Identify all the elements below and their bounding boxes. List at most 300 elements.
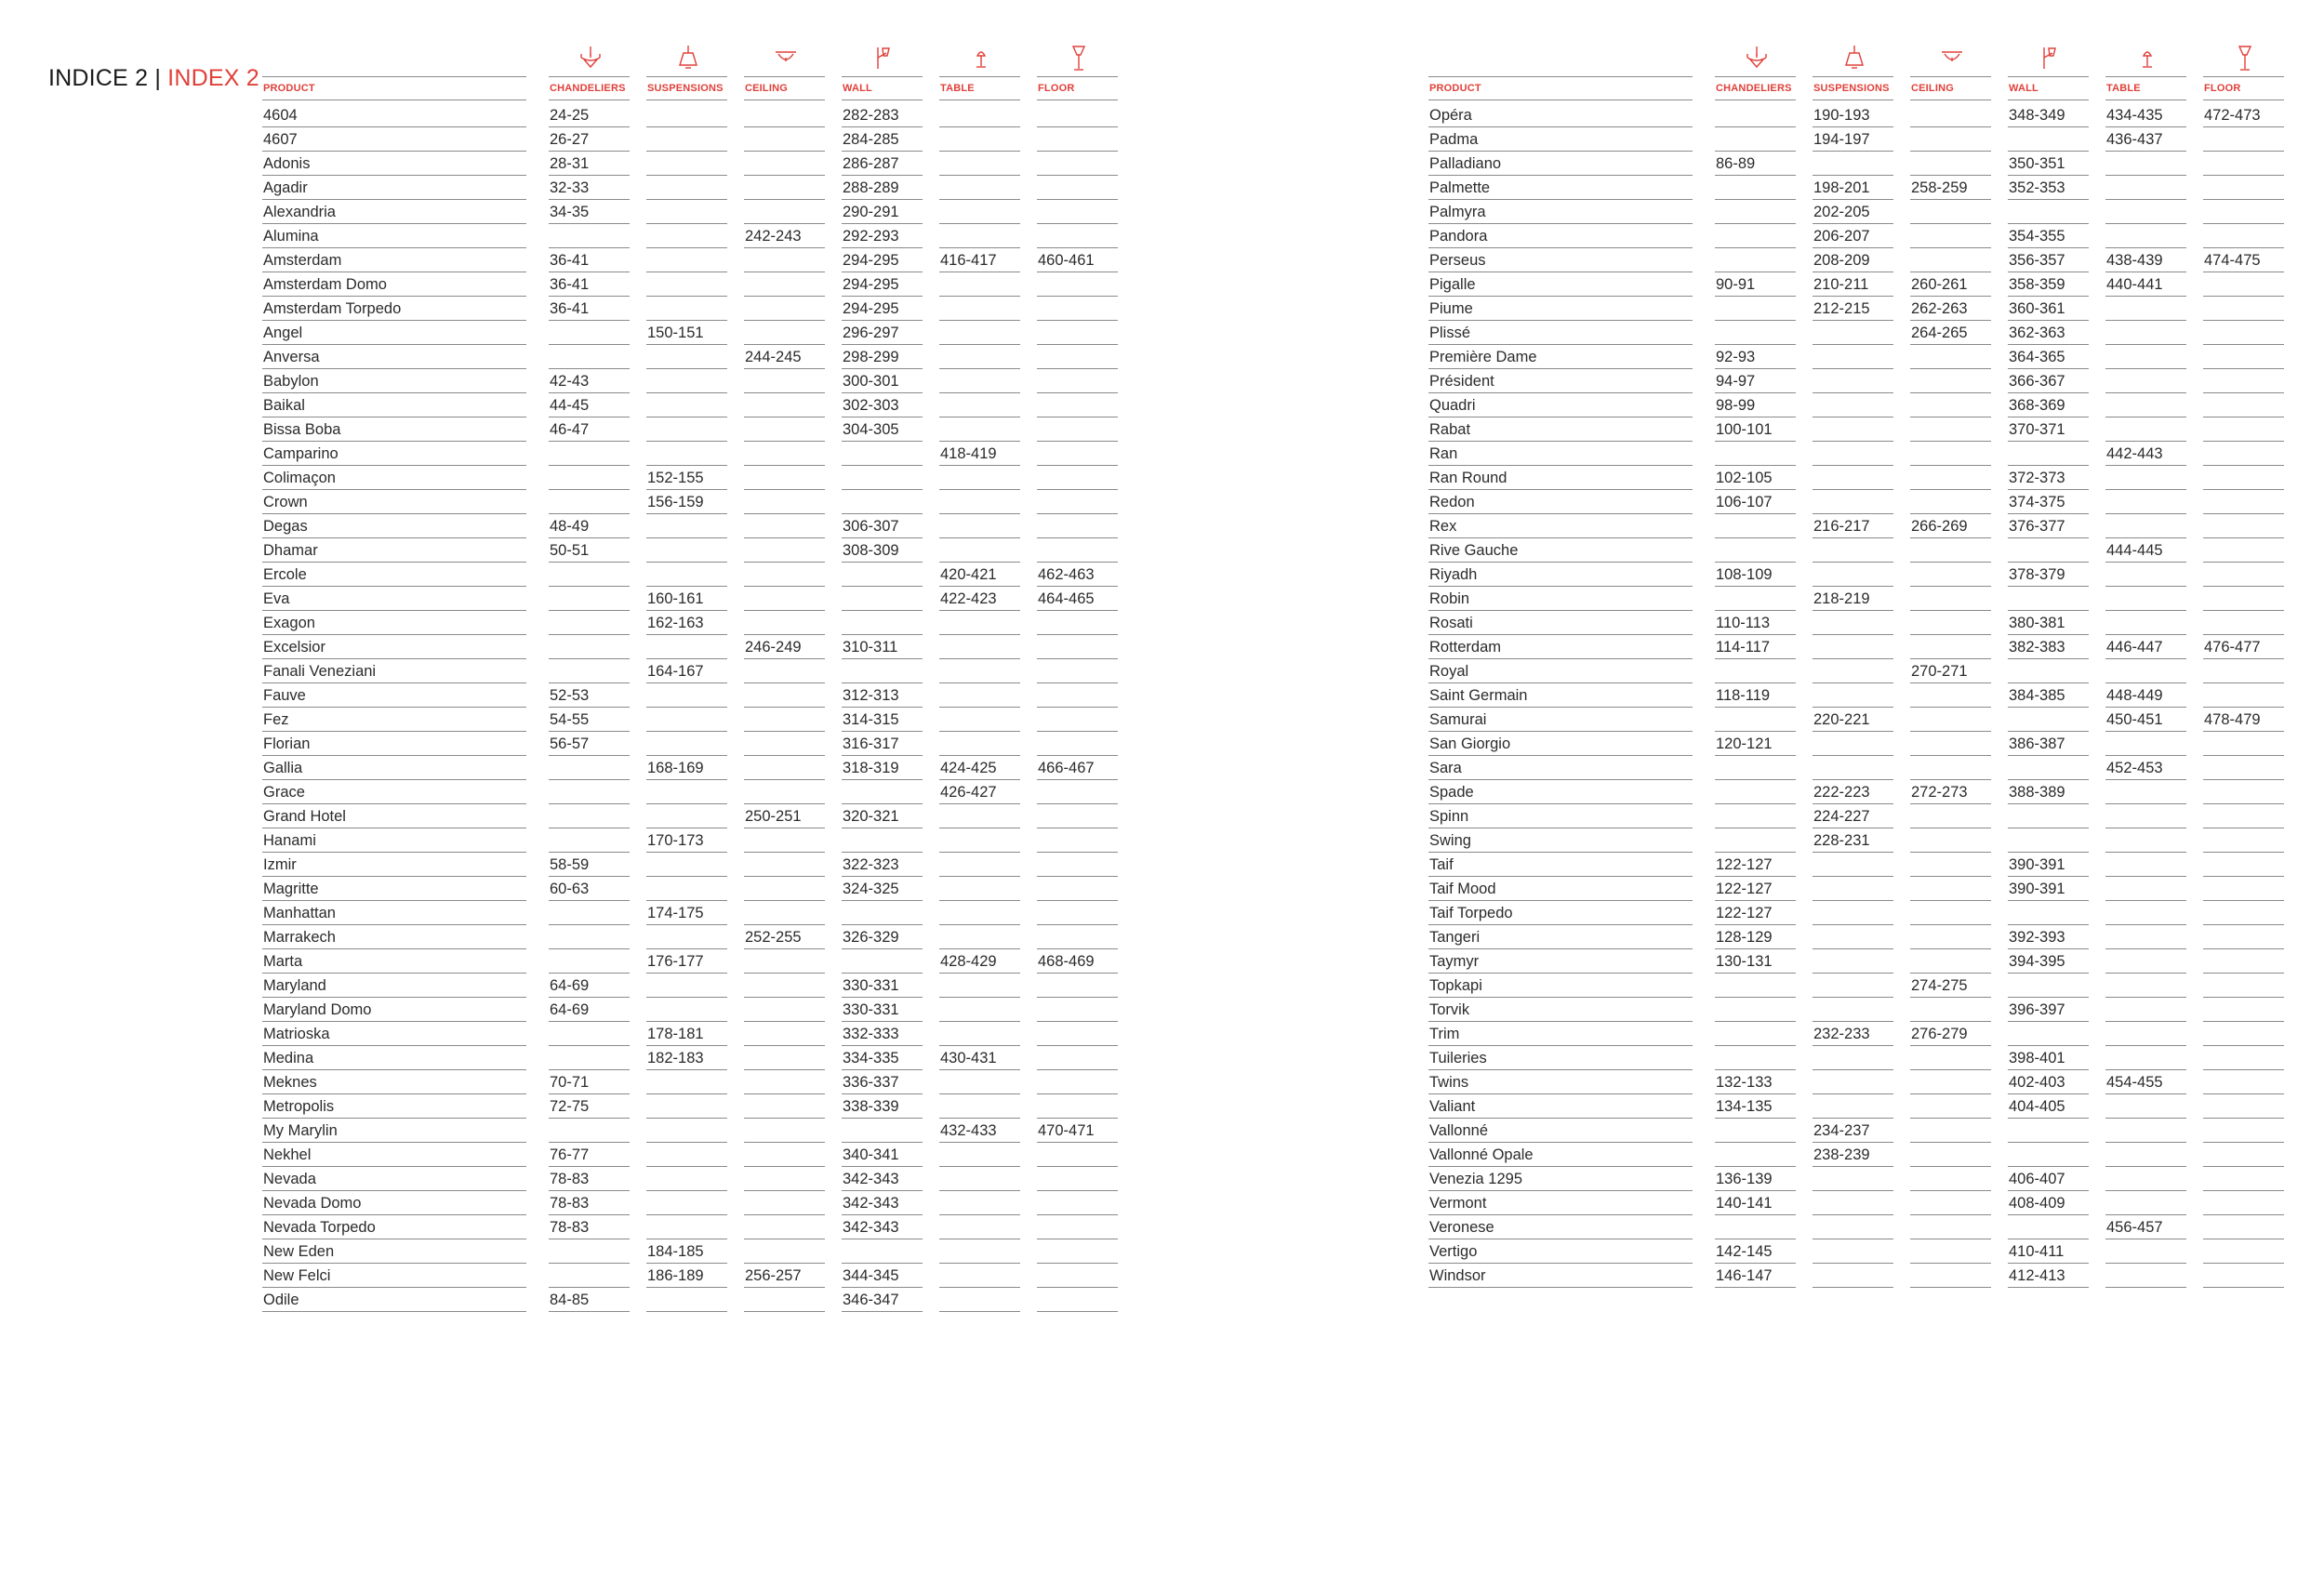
page-range-suspensions [646,393,727,417]
page-range-wall [2008,587,2089,611]
page-range-suspensions [646,732,727,756]
page-range-chandeliers: 110-113 [1715,611,1796,635]
page-range-table: 440-441 [2105,272,2186,297]
page-range-floor [2203,683,2284,708]
page-range-floor [1037,393,1118,417]
page-range-floor [2203,1094,2284,1119]
product-name: Ran [1428,442,1693,466]
page-range-floor [1037,998,1118,1022]
product-name: Alexandria [262,200,526,224]
page-range-suspensions: 174-175 [646,901,727,925]
product-name: Odile [262,1288,526,1312]
page-range-ceiling [1910,635,1991,659]
page-range-ceiling [744,248,825,272]
page-range-chandeliers: 106-107 [1715,490,1796,514]
page-range-table [939,297,1020,321]
page-range-table [939,176,1020,200]
page-range-suspensions [1813,974,1893,998]
page-range-floor [1037,127,1118,152]
page-range-floor [1037,442,1118,466]
page-range-wall: 358-359 [2008,272,2089,297]
page-range-ceiling [1910,538,1991,563]
page-range-chandeliers [1715,442,1796,466]
page-range-chandeliers [1715,127,1796,152]
page-range-ceiling [744,514,825,538]
page-range-ceiling [1910,1119,1991,1143]
page-range-chandeliers: 142-145 [1715,1239,1796,1264]
page-range-floor [1037,901,1118,925]
page-range-table [2105,611,2186,635]
page-range-floor [1037,369,1118,393]
page-range-suspensions [646,224,727,248]
page-range-table: 428-429 [939,949,1020,974]
page-range-suspensions [1813,1215,1893,1239]
product-name: Angel [262,321,526,345]
page-range-table [939,611,1020,635]
header-suspensions: SUSPENSIONS [1813,76,1893,100]
page-range-table [939,635,1020,659]
page-range-ceiling [1910,152,1991,176]
page-range-floor [2203,490,2284,514]
product-name: Nevada Torpedo [262,1215,526,1239]
product-name: Riyadh [1428,563,1693,587]
product-name: Nekhel [262,1143,526,1167]
product-name: Pandora [1428,224,1693,248]
page-range-suspensions [1813,877,1893,901]
page-range-floor [1037,780,1118,804]
page-range-table: 454-455 [2105,1070,2186,1094]
page-range-wall [842,828,923,853]
page-range-suspensions [646,1215,727,1239]
page-range-suspensions [1813,442,1893,466]
page-range-suspensions: 186-189 [646,1264,727,1288]
page-range-ceiling [1910,683,1991,708]
product-name: Fez [262,708,526,732]
page-range-ceiling [744,587,825,611]
product-name: Président [1428,369,1693,393]
page-range-wall: 312-313 [842,683,923,708]
page-range-wall: 318-319 [842,756,923,780]
product-name: Veronese [1428,1215,1693,1239]
page-range-ceiling: 252-255 [744,925,825,949]
product-name: Tangeri [1428,925,1693,949]
page-range-ceiling [744,1167,825,1191]
page-range-chandeliers [1715,804,1796,828]
product-name: Vertigo [1428,1239,1693,1264]
page-range-floor [1037,853,1118,877]
page-range-floor [2203,369,2284,393]
page-range-table [2105,1264,2186,1288]
page-range-wall: 342-343 [842,1167,923,1191]
page-range-ceiling [1910,1167,1991,1191]
page-range-suspensions [1813,949,1893,974]
page-range-ceiling [744,176,825,200]
page-range-suspensions [646,1143,727,1167]
product-name: Rotterdam [1428,635,1693,659]
page-range-ceiling [744,1094,825,1119]
page-range-suspensions: 198-201 [1813,176,1893,200]
page-range-suspensions [646,369,727,393]
page-range-chandeliers: 78-83 [549,1191,630,1215]
page-range-table [2105,417,2186,442]
page-range-suspensions [646,1119,727,1143]
page-range-table [2105,974,2186,998]
page-range-floor [1037,514,1118,538]
page-range-suspensions [646,1094,727,1119]
page-title [48,65,259,92]
page-range-ceiling [744,127,825,152]
page-range-table: 450-451 [2105,708,2186,732]
product-name: Nevada Domo [262,1191,526,1215]
page-range-chandeliers: 122-127 [1715,877,1796,901]
page-range-ceiling [1910,804,1991,828]
page-range-suspensions: 164-167 [646,659,727,683]
page-range-wall: 288-289 [842,176,923,200]
page-range-chandeliers [549,490,630,514]
page-range-suspensions: 182-183 [646,1046,727,1070]
page-range-wall: 340-341 [842,1143,923,1167]
product-name: Saint Germain [1428,683,1693,708]
page-range-floor [2203,998,2284,1022]
page-range-floor [2203,563,2284,587]
wall-lamp-icon [2036,45,2064,73]
page-range-floor: 466-467 [1037,756,1118,780]
product-name: Plissé [1428,321,1693,345]
page-range-wall: 396-397 [2008,998,2089,1022]
page-range-ceiling: 256-257 [744,1264,825,1288]
page-range-suspensions: 232-233 [1813,1022,1893,1046]
page-range-floor [2203,272,2284,297]
page-range-chandeliers [549,1119,630,1143]
product-name: Maryland [262,974,526,998]
page-range-ceiling [744,538,825,563]
page-range-suspensions [1813,683,1893,708]
page-range-ceiling [744,1239,825,1264]
page-range-suspensions [646,974,727,998]
page-range-suspensions: 202-205 [1813,200,1893,224]
page-range-floor [2203,877,2284,901]
page-range-table [939,1239,1020,1264]
page-range-ceiling [744,369,825,393]
page-range-floor [2203,321,2284,345]
page-range-chandeliers: 60-63 [549,877,630,901]
page-range-ceiling [1910,853,1991,877]
page-range-wall: 398-401 [2008,1046,2089,1070]
page-range-suspensions [1813,901,1893,925]
page-range-chandeliers [1715,1022,1796,1046]
page-range-floor [2203,176,2284,200]
product-name: Taymyr [1428,949,1693,974]
page-range-wall [2008,974,2089,998]
product-name: Izmir [262,853,526,877]
page-range-wall: 300-301 [842,369,923,393]
page-range-table [939,200,1020,224]
page-range-suspensions [646,780,727,804]
page-range-suspensions [1813,1094,1893,1119]
page-range-ceiling [1910,224,1991,248]
page-range-table [2105,321,2186,345]
page-range-ceiling: 264-265 [1910,321,1991,345]
page-range-wall: 386-387 [2008,732,2089,756]
page-range-floor [1037,200,1118,224]
page-range-floor [2203,127,2284,152]
page-range-floor [2203,804,2284,828]
page-range-suspensions [646,297,727,321]
page-range-chandeliers [1715,1046,1796,1070]
page-range-chandeliers: 134-135 [1715,1094,1796,1119]
page-range-suspensions: 160-161 [646,587,727,611]
page-range-chandeliers [549,1022,630,1046]
page-range-floor [2203,200,2284,224]
page-range-table [939,1215,1020,1239]
page-range-ceiling: 246-249 [744,635,825,659]
table-lamp-icon [967,45,995,73]
page-range-wall [842,901,923,925]
page-range-table [939,732,1020,756]
product-name: Babylon [262,369,526,393]
page-range-wall: 360-361 [2008,297,2089,321]
page-range-suspensions [1813,1239,1893,1264]
page-range-ceiling: 272-273 [1910,780,1991,804]
product-name: Taif Mood [1428,877,1693,901]
page-range-ceiling: 270-271 [1910,659,1991,683]
page-range-chandeliers [549,901,630,925]
page-range-wall: 394-395 [2008,949,2089,974]
page-range-suspensions: 178-181 [646,1022,727,1046]
page-range-suspensions [646,998,727,1022]
page-range-floor [2203,1046,2284,1070]
page-range-table [939,877,1020,901]
page-range-suspensions [646,853,727,877]
page-range-table [939,466,1020,490]
page-range-floor [2203,514,2284,538]
page-range-suspensions: 224-227 [1813,804,1893,828]
page-range-suspensions: 238-239 [1813,1143,1893,1167]
page-range-wall: 332-333 [842,1022,923,1046]
page-range-wall [842,490,923,514]
product-name: Fanali Veneziani [262,659,526,683]
page-range-chandeliers [1715,224,1796,248]
page-range-wall: 378-379 [2008,563,2089,587]
page-range-chandeliers: 130-131 [1715,949,1796,974]
page-range-floor [2203,1215,2284,1239]
product-name: Rabat [1428,417,1693,442]
page-range-table [2105,369,2186,393]
page-range-ceiling [1910,901,1991,925]
page-range-floor: 478-479 [2203,708,2284,732]
page-range-chandeliers: 34-35 [549,200,630,224]
page-range-chandeliers: 26-27 [549,127,630,152]
page-range-table [2105,514,2186,538]
page-range-ceiling [1910,442,1991,466]
page-range-ceiling [744,393,825,417]
page-range-floor [1037,708,1118,732]
page-range-floor [2203,1119,2284,1143]
page-range-ceiling [744,272,825,297]
page-range-suspensions: 150-151 [646,321,727,345]
page-range-floor [2203,611,2284,635]
page-range-suspensions: 152-155 [646,466,727,490]
page-range-table [2105,877,2186,901]
page-range-chandeliers [1715,780,1796,804]
page-range-floor [2203,297,2284,321]
product-name: Grace [262,780,526,804]
page-range-ceiling [1910,103,1991,127]
page-range-ceiling [1910,949,1991,974]
page-range-chandeliers: 86-89 [1715,152,1796,176]
product-name: Swing [1428,828,1693,853]
header-table: TABLE [2105,76,2186,100]
product-name: New Eden [262,1239,526,1264]
page-range-table [939,1022,1020,1046]
page-range-table: 430-431 [939,1046,1020,1070]
page-range-table: 432-433 [939,1119,1020,1143]
page-range-wall: 310-311 [842,635,923,659]
page-range-ceiling [744,321,825,345]
page-range-floor [2203,1264,2284,1288]
page-range-floor [2203,925,2284,949]
page-range-table: 436-437 [2105,127,2186,152]
page-range-wall: 320-321 [842,804,923,828]
page-range-ceiling [744,974,825,998]
page-range-wall [2008,1143,2089,1167]
page-range-table [939,974,1020,998]
page-range-suspensions [1813,417,1893,442]
page-range-suspensions [1813,756,1893,780]
page-range-wall: 356-357 [2008,248,2089,272]
page-range-table [939,1288,1020,1312]
page-range-wall: 344-345 [842,1264,923,1288]
page-range-floor [2203,780,2284,804]
page-range-chandeliers [549,756,630,780]
page-range-floor [2203,587,2284,611]
header-table: TABLE [939,76,1020,100]
page-range-chandeliers: 84-85 [549,1288,630,1312]
page-range-wall [842,659,923,683]
page-range-ceiling [744,1215,825,1239]
page-range-suspensions [646,708,727,732]
product-name: Grand Hotel [262,804,526,828]
page-range-table [2105,1239,2186,1264]
page-range-ceiling: 242-243 [744,224,825,248]
page-range-chandeliers: 98-99 [1715,393,1796,417]
page-range-suspensions [1813,345,1893,369]
page-range-ceiling [744,1191,825,1215]
page-range-table [939,853,1020,877]
page-range-suspensions: 228-231 [1813,828,1893,853]
page-range-wall: 380-381 [2008,611,2089,635]
page-range-chandeliers: 78-83 [549,1215,630,1239]
page-range-floor [2203,1167,2284,1191]
page-range-ceiling [744,949,825,974]
page-range-chandeliers: 54-55 [549,708,630,732]
page-range-table [939,1167,1020,1191]
page-range-wall: 316-317 [842,732,923,756]
page-range-wall: 292-293 [842,224,923,248]
product-name: Perseus [1428,248,1693,272]
page-range-suspensions: 190-193 [1813,103,1893,127]
page-range-floor [1037,1288,1118,1312]
page-range-chandeliers [549,611,630,635]
product-name: Adonis [262,152,526,176]
product-name: Eva [262,587,526,611]
page-range-suspensions [1813,732,1893,756]
page-range-chandeliers: 46-47 [549,417,630,442]
page-range-wall [842,1119,923,1143]
page-range-wall [2008,708,2089,732]
page-range-floor [1037,1094,1118,1119]
page-range-floor [1037,345,1118,369]
page-range-wall: 294-295 [842,248,923,272]
page-range-wall: 342-343 [842,1215,923,1239]
product-name: Degas [262,514,526,538]
page-range-chandeliers: 44-45 [549,393,630,417]
page-range-suspensions [1813,853,1893,877]
page-range-chandeliers: 36-41 [549,248,630,272]
page-range-ceiling [1910,248,1991,272]
product-name: Palmyra [1428,200,1693,224]
product-name: Redon [1428,490,1693,514]
page-range-suspensions [646,925,727,949]
page-range-table [2105,490,2186,514]
page-range-floor [2203,659,2284,683]
page-range-wall [2008,1022,2089,1046]
page-range-wall: 390-391 [2008,877,2089,901]
page-range-chandeliers [1715,708,1796,732]
page-range-table [2105,780,2186,804]
title-italian: INDICE 2 | [48,65,168,91]
page-range-floor [1037,659,1118,683]
page-range-wall: 326-329 [842,925,923,949]
page-range-chandeliers: 128-129 [1715,925,1796,949]
page-range-wall [842,466,923,490]
product-name: Rex [1428,514,1693,538]
page-range-floor [2203,345,2284,369]
page-range-table [2105,925,2186,949]
product-name: Crown [262,490,526,514]
page-range-floor [1037,1191,1118,1215]
page-range-ceiling [744,683,825,708]
page-range-table: 452-453 [2105,756,2186,780]
page-range-suspensions: 222-223 [1813,780,1893,804]
product-name: Matrioska [262,1022,526,1046]
page-range-floor [2203,1070,2284,1094]
page-range-table: 418-419 [939,442,1020,466]
page-range-table: 446-447 [2105,635,2186,659]
page-range-table [939,1070,1020,1094]
page-range-chandeliers [1715,514,1796,538]
page-range-suspensions: 176-177 [646,949,727,974]
page-range-chandeliers: 122-127 [1715,853,1796,877]
page-range-wall [2008,756,2089,780]
page-range-suspensions: 234-237 [1813,1119,1893,1143]
page-range-ceiling [744,490,825,514]
page-range-chandeliers [1715,103,1796,127]
product-name: Robin [1428,587,1693,611]
page-range-floor: 468-469 [1037,949,1118,974]
page-range-wall: 404-405 [2008,1094,2089,1119]
page-range-wall [2008,828,2089,853]
page-range-floor [2203,1191,2284,1215]
page-range-chandeliers: 78-83 [549,1167,630,1191]
page-range-chandeliers [1715,998,1796,1022]
page-range-ceiling [744,1022,825,1046]
page-range-suspensions [646,877,727,901]
page-range-suspensions [1813,1046,1893,1070]
page-range-ceiling [744,708,825,732]
page-range-ceiling [1910,369,1991,393]
page-range-ceiling [744,998,825,1022]
